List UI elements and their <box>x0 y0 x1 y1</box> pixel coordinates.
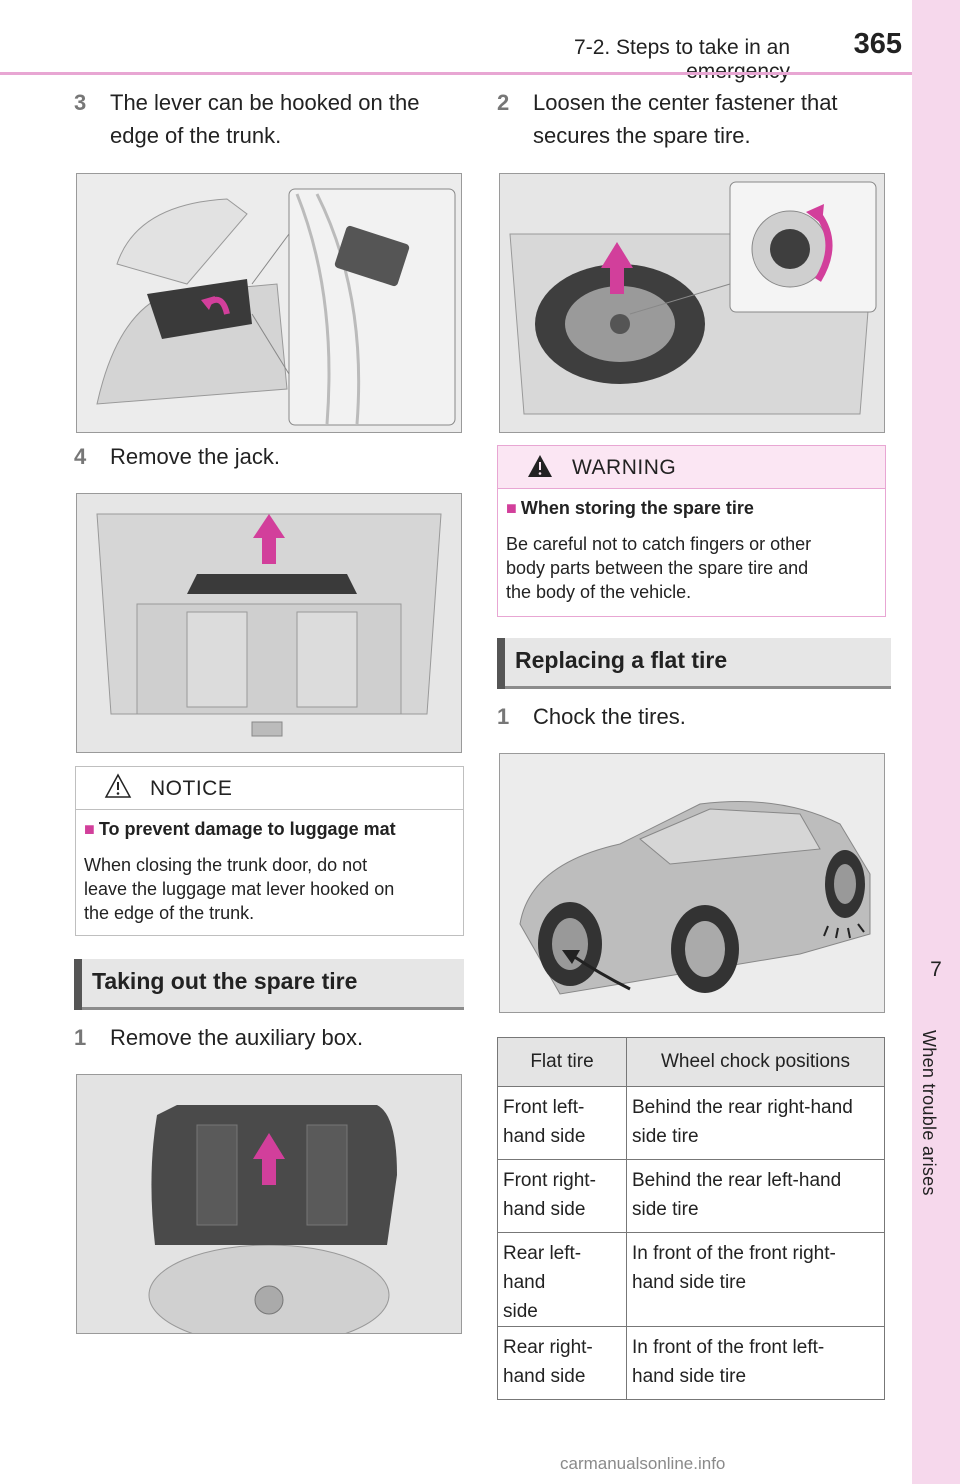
step-text: The lever can be hooked on the edge of the trunk. <box>110 90 420 148</box>
table-row <box>498 1160 885 1233</box>
figure-jack <box>76 493 462 753</box>
notice-label: NOTICE <box>150 777 233 800</box>
header-rule <box>0 72 912 75</box>
table-cell-flat-tire: Front right- hand side <box>498 1160 627 1233</box>
figure-trunk-lever <box>76 173 462 433</box>
notice-header <box>76 767 463 810</box>
section-title: Replacing a flat tire <box>515 647 728 673</box>
step-3-lever <box>74 86 464 156</box>
header-section-title: 7-2. Steps to take in an <box>574 36 790 59</box>
table-header-row <box>498 1038 885 1087</box>
watermark: carmanualsonline.info <box>560 1454 726 1473</box>
warning-triangle-icon <box>526 453 554 479</box>
figure-spare-tire-fastener <box>499 173 885 433</box>
wheel-chock-table <box>497 1037 885 1400</box>
step-number: 4 <box>74 444 87 469</box>
section-heading-spare-tire <box>74 959 464 1010</box>
section-heading-flat-tire <box>497 638 891 689</box>
warning-heading: ■ When storing the spare tire <box>506 498 754 518</box>
heading-bar <box>497 638 505 689</box>
figure-chock-tires <box>499 753 885 1013</box>
step-number: 2 <box>497 90 510 115</box>
page-number: 365 <box>853 28 902 60</box>
step-number: 1 <box>74 1025 87 1050</box>
notice-box <box>75 766 464 936</box>
table-cell-flat-tire: Rear left-hand side <box>498 1233 627 1327</box>
caution-triangle-icon <box>104 773 132 799</box>
step-text: Remove the jack. <box>110 444 280 469</box>
table-cell-chock-position: Behind the rear left-hand side tire <box>627 1160 885 1233</box>
table-cell-chock-position: In front of the front right- hand side tire <box>627 1233 885 1327</box>
step-text: Chock the tires. <box>533 704 686 729</box>
step-number: 1 <box>497 704 510 729</box>
section-title: Taking out the spare tire <box>92 968 358 994</box>
heading-bar <box>74 959 82 1010</box>
table-row <box>498 1087 885 1160</box>
table-cell-chock-position: Behind the rear right-hand side tire <box>627 1087 885 1160</box>
figure-auxiliary-box <box>76 1074 462 1334</box>
table-cell-flat-tire: Front left- hand side <box>498 1087 627 1160</box>
step-4-jack <box>74 440 464 474</box>
step-2-loosen-fastener <box>497 86 897 156</box>
notice-heading: ■ To prevent damage to luggage mat <box>84 819 396 839</box>
table-row <box>498 1327 885 1400</box>
step-number: 3 <box>74 90 87 115</box>
column-header: Wheel chock positions <box>627 1038 885 1087</box>
warning-body: Be careful not to catch fingers or other body parts between the spare tire and the body of the vehicle. <box>506 534 812 602</box>
step-text: Loosen the center fastener that secures the spare tire. <box>533 90 838 148</box>
chapter-number: 7 <box>930 958 942 981</box>
table-cell-flat-tire: Rear right- hand side <box>498 1327 627 1400</box>
chapter-label: When trouble arises <box>919 1030 939 1196</box>
table-row <box>498 1233 885 1327</box>
column-header: Flat tire <box>498 1038 627 1087</box>
table-cell-chock-position: In front of the front left- hand side tire <box>627 1327 885 1400</box>
warning-header <box>498 446 885 489</box>
step-1-auxiliary-box <box>74 1021 464 1055</box>
step-1-chock-tires <box>497 700 897 734</box>
warning-box <box>497 445 886 617</box>
notice-body: When closing the trunk door, do not leave the luggage mat lever hooked on the edge of the trunk. <box>84 855 395 923</box>
step-text: Remove the auxiliary box. <box>110 1025 364 1050</box>
warning-label: WARNING <box>572 456 677 479</box>
